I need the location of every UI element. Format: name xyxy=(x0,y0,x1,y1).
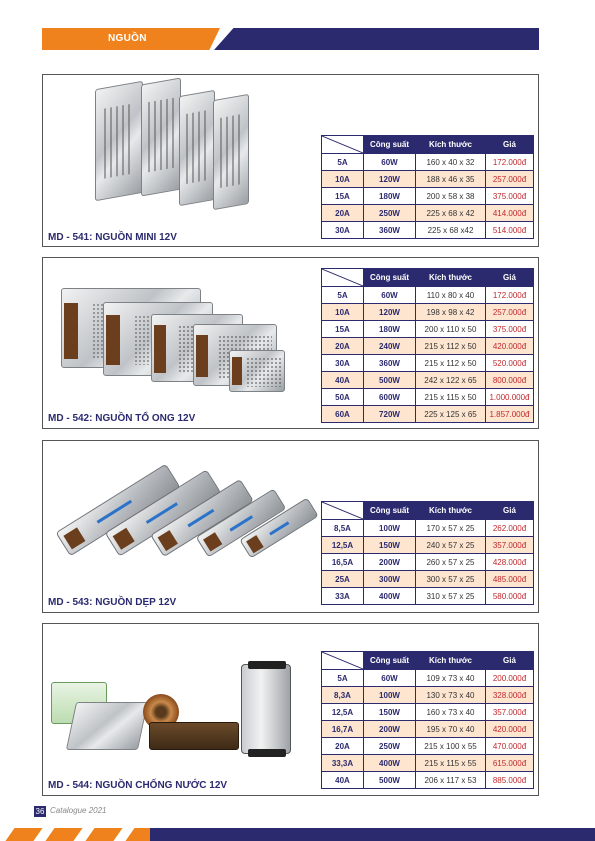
col-price: Giá xyxy=(486,269,534,287)
table-row: 8,3A 100W 130 x 73 x 40 328.000đ xyxy=(322,687,534,704)
table-row: 16,7A 200W 195 x 70 x 40 420.000đ xyxy=(322,721,534,738)
spec-table-md541 xyxy=(321,135,534,239)
col-size: Kích thước xyxy=(416,652,486,670)
table-row: 30A 360W 225 x 68 x42 514.000đ xyxy=(322,222,534,239)
col-power: Công suất xyxy=(364,652,416,670)
table-row: 5A 60W 109 x 73 x 40 200.000đ xyxy=(322,670,534,687)
col-price: Giá xyxy=(486,136,534,154)
table-row: 40A 500W 206 x 117 x 53 885.000đ xyxy=(322,772,534,789)
page-number: 36 xyxy=(35,807,45,816)
table-row: 60A 720W 225 x 125 x 65 1.857.000đ xyxy=(322,406,534,423)
table-row: 12,5A 150W 160 x 73 x 40 357.000đ xyxy=(322,704,534,721)
col-price: Giá xyxy=(486,502,534,520)
table-row: 10A 120W 198 x 98 x 42 257.000đ xyxy=(322,304,534,321)
product-title: MD - 544: NGUỒN CHỐNG NƯỚC 12V xyxy=(48,780,228,791)
col-price: Giá xyxy=(486,652,534,670)
table-row: 5A 60W 110 x 80 x 40 172.000đ xyxy=(322,287,534,304)
header-navy-band xyxy=(214,28,539,50)
product-box-md541 xyxy=(42,74,539,247)
col-size: Kích thước xyxy=(416,269,486,287)
product-box-md543 xyxy=(42,440,539,613)
col-power: Công suất xyxy=(364,502,416,520)
section-header xyxy=(42,28,539,50)
product-title: MD - 543: NGUỒN DẸP 12V xyxy=(48,597,177,608)
table-row: 20A 250W 225 x 68 x 42 414.000đ xyxy=(322,205,534,222)
table-row: 16,5A 200W 260 x 57 x 25 428.000đ xyxy=(322,554,534,571)
table-row: 40A 500W 242 x 122 x 65 800.000đ xyxy=(322,372,534,389)
catalog-label: Catalogue 2021 xyxy=(50,806,107,815)
table-row: 33A 400W 310 x 57 x 25 580.000đ xyxy=(322,588,534,605)
spec-table-md544 xyxy=(321,651,534,789)
col-size: Kích thước xyxy=(416,502,486,520)
table-row: 15A 180W 200 x 58 x 38 375.000đ xyxy=(322,188,534,205)
product-box-md542 xyxy=(42,257,539,429)
table-row: 25A 300W 300 x 57 x 25 485.000đ xyxy=(322,571,534,588)
table-row: 30A 360W 215 x 112 x 50 520.000đ xyxy=(322,355,534,372)
table-row: 15A 180W 200 x 110 x 50 375.000đ xyxy=(322,321,534,338)
table-row: 8,5A 100W 170 x 57 x 25 262.000đ xyxy=(322,520,534,537)
spec-table-md542 xyxy=(321,268,534,423)
col-size: Kích thước xyxy=(416,136,486,154)
table-row: 5A 60W 160 x 40 x 32 172.000đ xyxy=(322,154,534,171)
col-power: Công suất xyxy=(364,136,416,154)
table-corner xyxy=(322,502,364,520)
product-box-md544 xyxy=(42,623,539,796)
product-title: MD - 542: NGUỒN TỔ ONG 12V xyxy=(48,413,196,424)
spec-table-md543 xyxy=(321,501,534,605)
table-row: 20A 250W 215 x 100 x 55 470.000đ xyxy=(322,738,534,755)
table-row: 33,3A 400W 215 x 115 x 55 615.000đ xyxy=(322,755,534,772)
col-power: Công suất xyxy=(364,269,416,287)
table-corner xyxy=(322,136,364,154)
table-corner xyxy=(322,269,364,287)
table-row: 20A 240W 215 x 112 x 50 420.000đ xyxy=(322,338,534,355)
table-row: 50A 600W 215 x 115 x 50 1.000.000đ xyxy=(322,389,534,406)
table-row: 10A 120W 188 x 46 x 35 257.000đ xyxy=(322,171,534,188)
footer-stripes xyxy=(0,828,595,841)
section-title: NGUỒN xyxy=(108,33,147,44)
product-title: MD - 541: NGUỒN MINI 12V xyxy=(48,232,177,243)
table-row: 12,5A 150W 240 x 57 x 25 357.000đ xyxy=(322,537,534,554)
table-corner xyxy=(322,652,364,670)
